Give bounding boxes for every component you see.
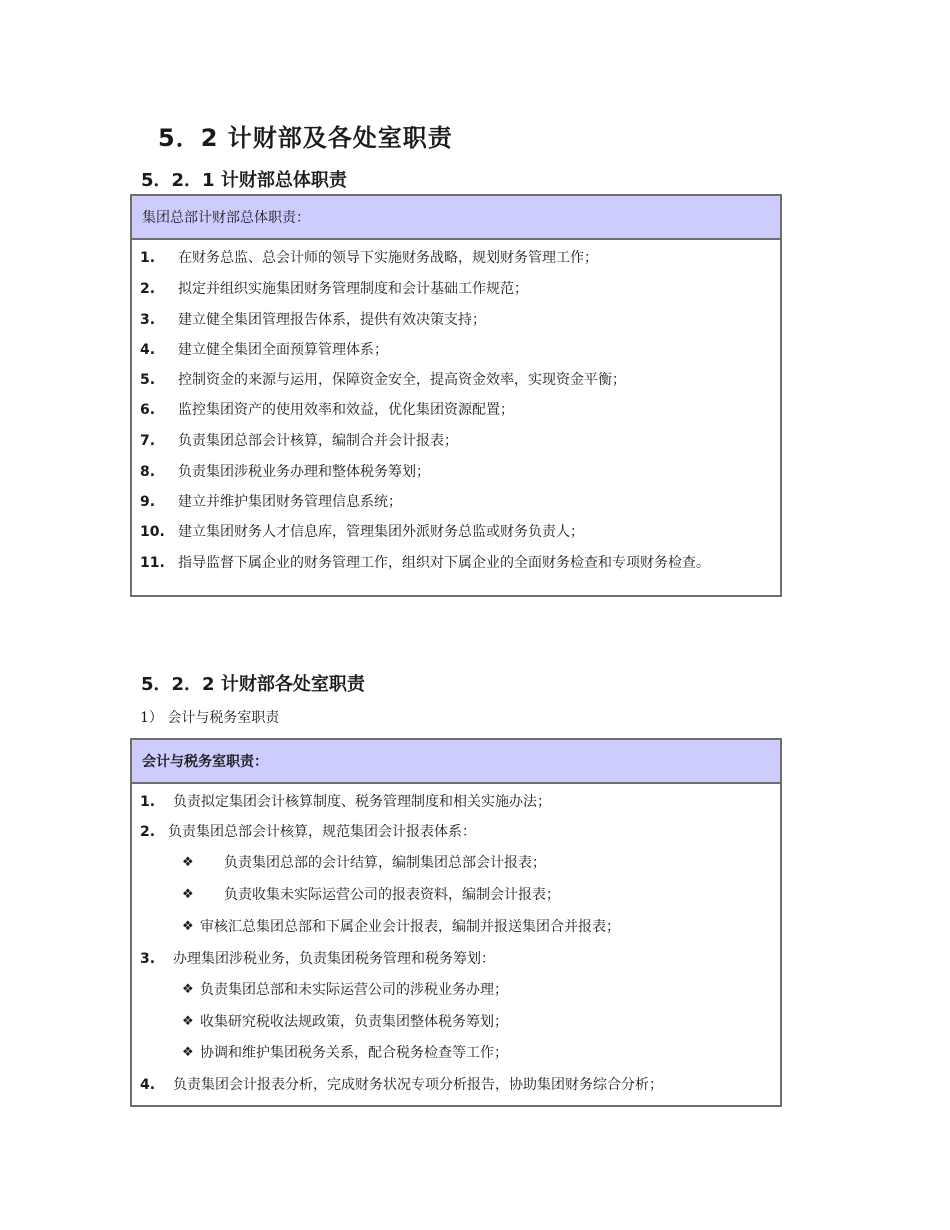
item-number: 8. (140, 464, 156, 480)
item-text: 监控集团资产的使用效率和效益，优化集团资源配置； (178, 402, 514, 418)
diamond-bullet-icon: ❖ (182, 1014, 194, 1029)
subitem-text: 协调和维护集团税务关系，配合税务检查等工作； (200, 1045, 508, 1061)
item-number: 1. (140, 794, 156, 810)
item-text: 建立集团财务人才信息库，管理集团外派财务总监或财务负责人； (178, 524, 584, 540)
item-number: 3. (140, 951, 156, 967)
item-number: 4. (140, 342, 156, 358)
item-number: 3. (140, 312, 156, 328)
item-number: 6. (140, 402, 156, 418)
diamond-bullet-icon: ❖ (182, 887, 194, 902)
item-text: 办理集团涉税业务，负责集团税务管理和税务筹划： (173, 951, 495, 967)
item-number: 11. (140, 555, 165, 571)
item-text: 指导监督下属企业的财务管理工作，组织对下属企业的全面财务检查和专项财务检查。 (178, 555, 710, 571)
section-heading-5-2-2: 5．2．2 计财部各处室职责 (141, 674, 365, 695)
item-text: 建立并维护集团财务管理信息系统； (178, 494, 402, 510)
diamond-bullet-icon: ❖ (182, 982, 194, 997)
diamond-bullet-icon: ❖ (182, 1045, 194, 1060)
item-text: 拟定并组织实施集团财务管理制度和会计基础工作规范； (178, 281, 528, 297)
item-number: 1. (140, 250, 156, 266)
item-text: 负责拟定集团会计核算制度、税务管理制度和相关实施办法； (173, 794, 551, 810)
item-number: 7. (140, 433, 156, 449)
subitem-text: 负责收集未实际运营公司的报表资料，编制会计报表； (224, 887, 560, 903)
item-number: 4. (140, 1077, 156, 1093)
item-text: 在财务总监、总会计师的领导下实施财务战略，规划财务管理工作； (178, 250, 598, 266)
diamond-bullet-icon: ❖ (182, 855, 194, 870)
item-text: 负责集团总部会计核算，编制合并会计报表； (178, 433, 458, 449)
accounting-tax-box-header: 会计与税务室职责： (132, 740, 780, 784)
item-text: 控制资金的来源与运用，保障资金安全，提高资金效率，实现资金平衡； (178, 372, 626, 388)
item-number: 5. (140, 372, 156, 388)
item-text: 负责集团会计报表分析，完成财务状况专项分析报告，协助集团财务综合分析； (173, 1077, 663, 1093)
item-text: 负责集团总部会计核算，规范集团会计报表体系： (168, 824, 476, 840)
subitem-text: 审核汇总集团总部和下属企业会计报表，编制并报送集团合并报表； (200, 919, 620, 935)
subitem-text: 负责集团总部和未实际运营公司的涉税业务办理； (200, 982, 508, 998)
subitem-text: 收集研究税收法规政策，负责集团整体税务筹划； (200, 1014, 508, 1030)
section-heading-5-2-1: 5．2．1 计财部总体职责 (141, 170, 347, 191)
item-text: 建立健全集团管理报告体系，提供有效决策支持； (178, 312, 486, 328)
item-text: 建立健全集团全面预算管理体系； (178, 342, 388, 358)
item-number: 9. (140, 494, 156, 510)
diamond-bullet-icon: ❖ (182, 919, 194, 934)
subsection-heading-accounting-tax: 1） 会计与税务室职责 (140, 710, 280, 726)
item-number: 2. (140, 824, 156, 840)
subitem-text: 负责集团总部的会计结算，编制集团总部会计报表； (224, 855, 546, 871)
item-text: 负责集团涉税业务办理和整体税务筹划； (178, 464, 430, 480)
item-number: 2. (140, 281, 156, 297)
overall-duties-box-header: 集团总部计财部总体职责： (132, 196, 780, 240)
page-title: 5．2 计财部及各处室职责 (158, 124, 453, 152)
item-number: 10. (140, 524, 165, 540)
